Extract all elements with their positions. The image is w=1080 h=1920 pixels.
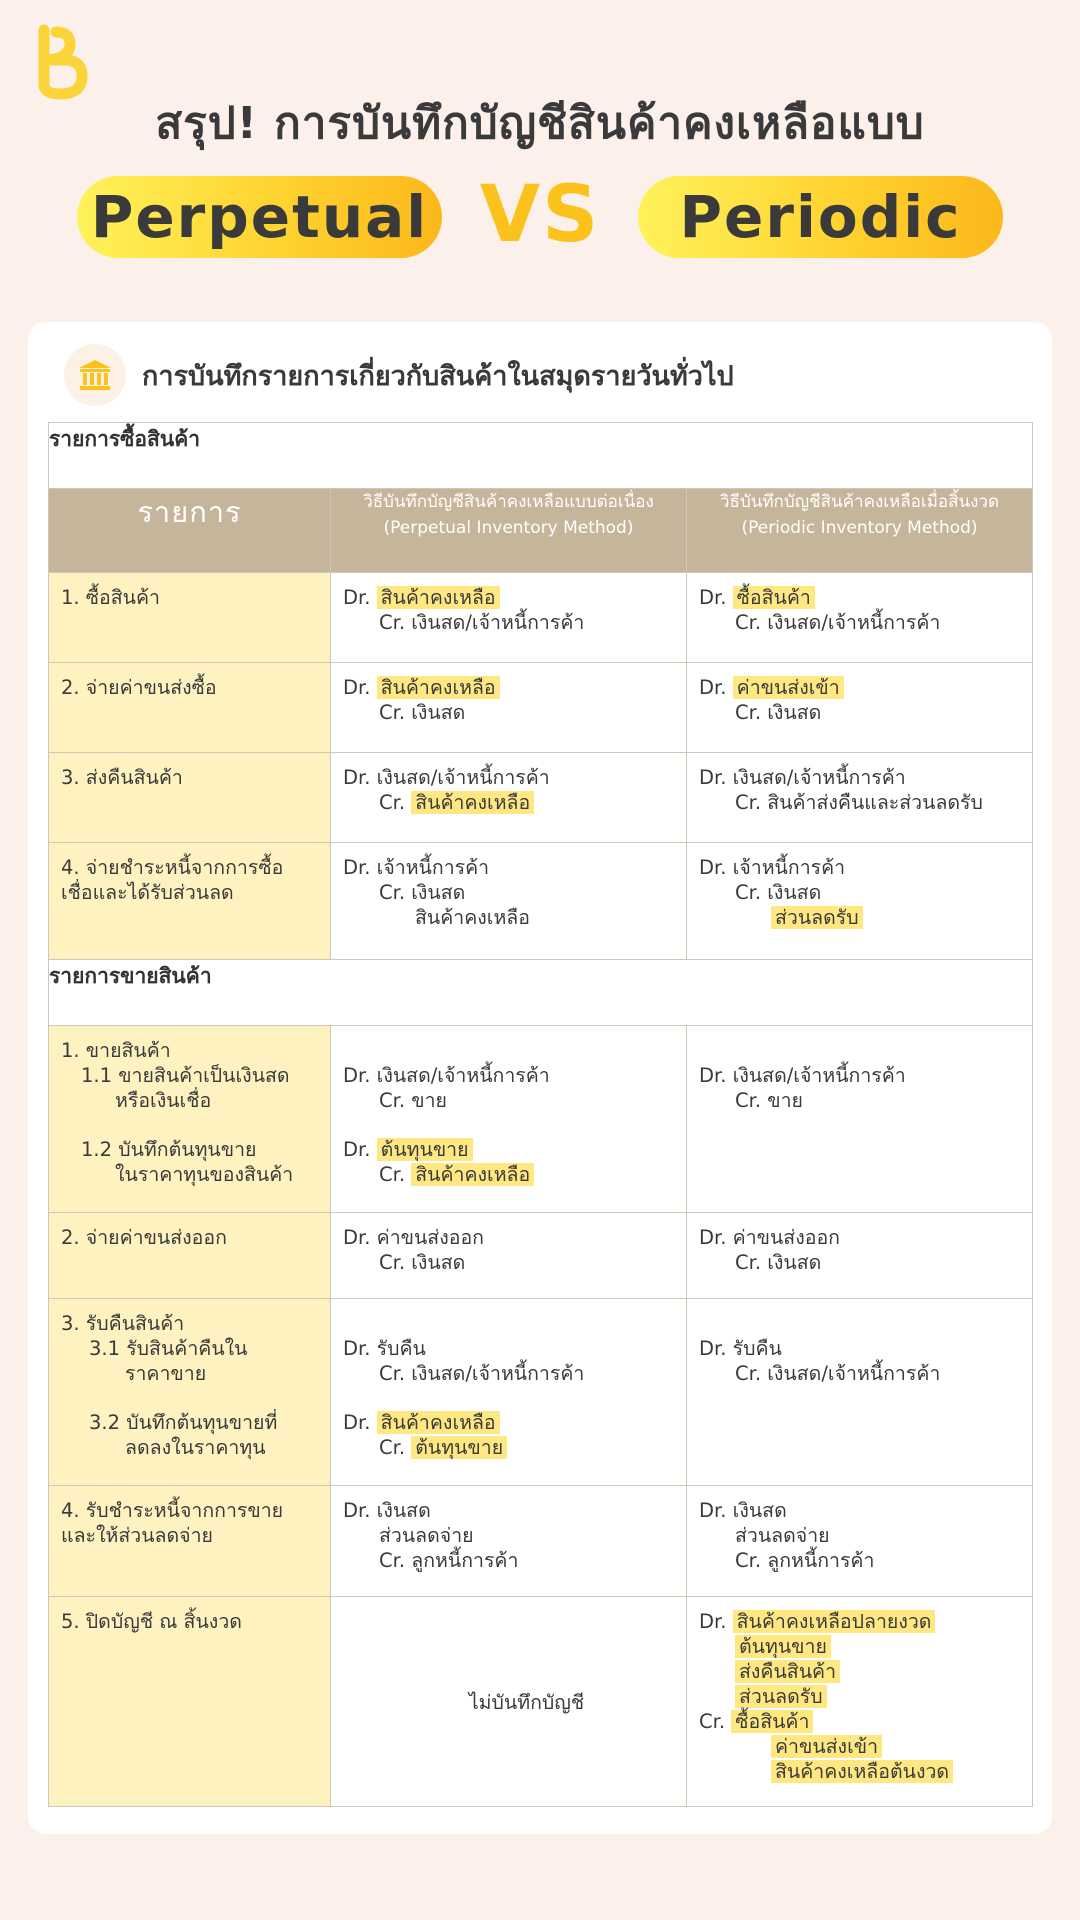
section-title: รายการขายสินค้า [49, 960, 1033, 1026]
table-row: 3. ส่งคืนสินค้า Dr. เงินสด/เจ้าหนี้การค้า Cr. สินค้าคงเหลือ Dr. เงินสด/เจ้าหนี้การค้า Cr. สินค้าส่งคืนและส่วนลดรับ [49, 753, 1033, 843]
vs-label: VS [479, 170, 601, 260]
card-title: การบันทึกรายการเกี่ยวกับสินค้าในสมุดรายวันทั่วไป [142, 360, 734, 392]
table-row: 2. จ่ายค่าขนส่งซื้อ Dr. สินค้าคงเหลือ Cr. เงินสด Dr. ค่าขนส่งเข้า Cr. เงินสด [49, 663, 1033, 753]
journal-table [48, 422, 1033, 1807]
summary-card [28, 322, 1052, 1834]
table-row: 2. จ่ายค่าขนส่งออก Dr. ค่าขนส่งออก Cr. เงินสด Dr. ค่าขนส่งออก Cr. เงินสด [49, 1213, 1033, 1299]
table-row: 1. ขายสินค้า 1.1 ขายสินค้าเป็นเงินสด หรือเงินเชื่อ 1.2 บันทึกต้นทุนขาย ในราคาทุนของสินค้า Dr. เงินสด/เจ้าหนี้การค้า Cr. ขาย Dr. ต้นทุนขาย Cr. สินค้าคงเหลือ Dr. เงินสด/เจ้าหนี้การค้า Cr. ขาย [49, 1026, 1033, 1213]
header-periodic: วิธีบันทึกบัญชีสินค้าคงเหลือเมื่อสิ้นงวด (Periodic Inventory Method) [687, 489, 1033, 573]
table-row: 5. ปิดบัญชี ณ สิ้นงวด ไม่บันทึกบัญชี Dr. สินค้าคงเหลือปลายงวด ต้นทุนขาย ส่งคืนสินค้า ส่วนลดรับ Cr. ซื้อสินค้า ค่าขนส่งเข้า สินค้าคงเหลือต้นงวด [49, 1597, 1033, 1807]
table-row: 4. จ่ายชำระหนี้จากการซื้อ เชื่อและได้รับส่วนลด Dr. เจ้าหนี้การค้า Cr. เงินสด สินค้าคงเหลือ Dr. เจ้าหนี้การค้า Cr. เงินสด ส่วนลดรับ [49, 843, 1033, 960]
section-row-purchases [49, 423, 1033, 489]
section-row-sales [49, 960, 1033, 1026]
header-item: รายการ [49, 489, 331, 573]
bank-icon [64, 344, 126, 406]
table-row: 3. รับคืนสินค้า 3.1 รับสินค้าคืนใน ราคาขาย 3.2 บันทึกต้นทุนขายที่ ลดลงในราคาทุน Dr. รับคืน Cr. เงินสด/เจ้าหนี้การค้า Dr. สินค้าคงเหลือ Cr. ต้นทุนขาย Dr. รับคืน Cr. เงินสด/เจ้าหนี้การค้า [49, 1299, 1033, 1486]
table-header [49, 489, 1033, 573]
periodic-badge: Periodic [638, 176, 1003, 258]
table-row: 4. รับชำระหนี้จากการขาย และให้ส่วนลดจ่าย Dr. เงินสด ส่วนลดจ่าย Cr. ลูกหนี้การค้า Dr. เงินสด ส่วนลดจ่าย Cr. ลูกหนี้การค้า [49, 1486, 1033, 1597]
perpetual-badge: Perpetual [77, 176, 442, 258]
table-row: 1. ซื้อสินค้า Dr. สินค้าคงเหลือ Cr. เงินสด/เจ้าหนี้การค้า Dr. ซื้อสินค้า Cr. เงินสด/เจ้าหนี้การค้า [49, 573, 1033, 663]
section-title: รายการซื้อสินค้า [49, 423, 1033, 489]
card-header [64, 344, 734, 406]
page-title: สรุป! การบันทึกบัญชีสินค้าคงเหลือแบบ [155, 98, 925, 149]
header-perpetual: วิธีบันทึกบัญชีสินค้าคงเหลือแบบต่อเนื่อง (Perpetual Inventory Method) [331, 489, 687, 573]
